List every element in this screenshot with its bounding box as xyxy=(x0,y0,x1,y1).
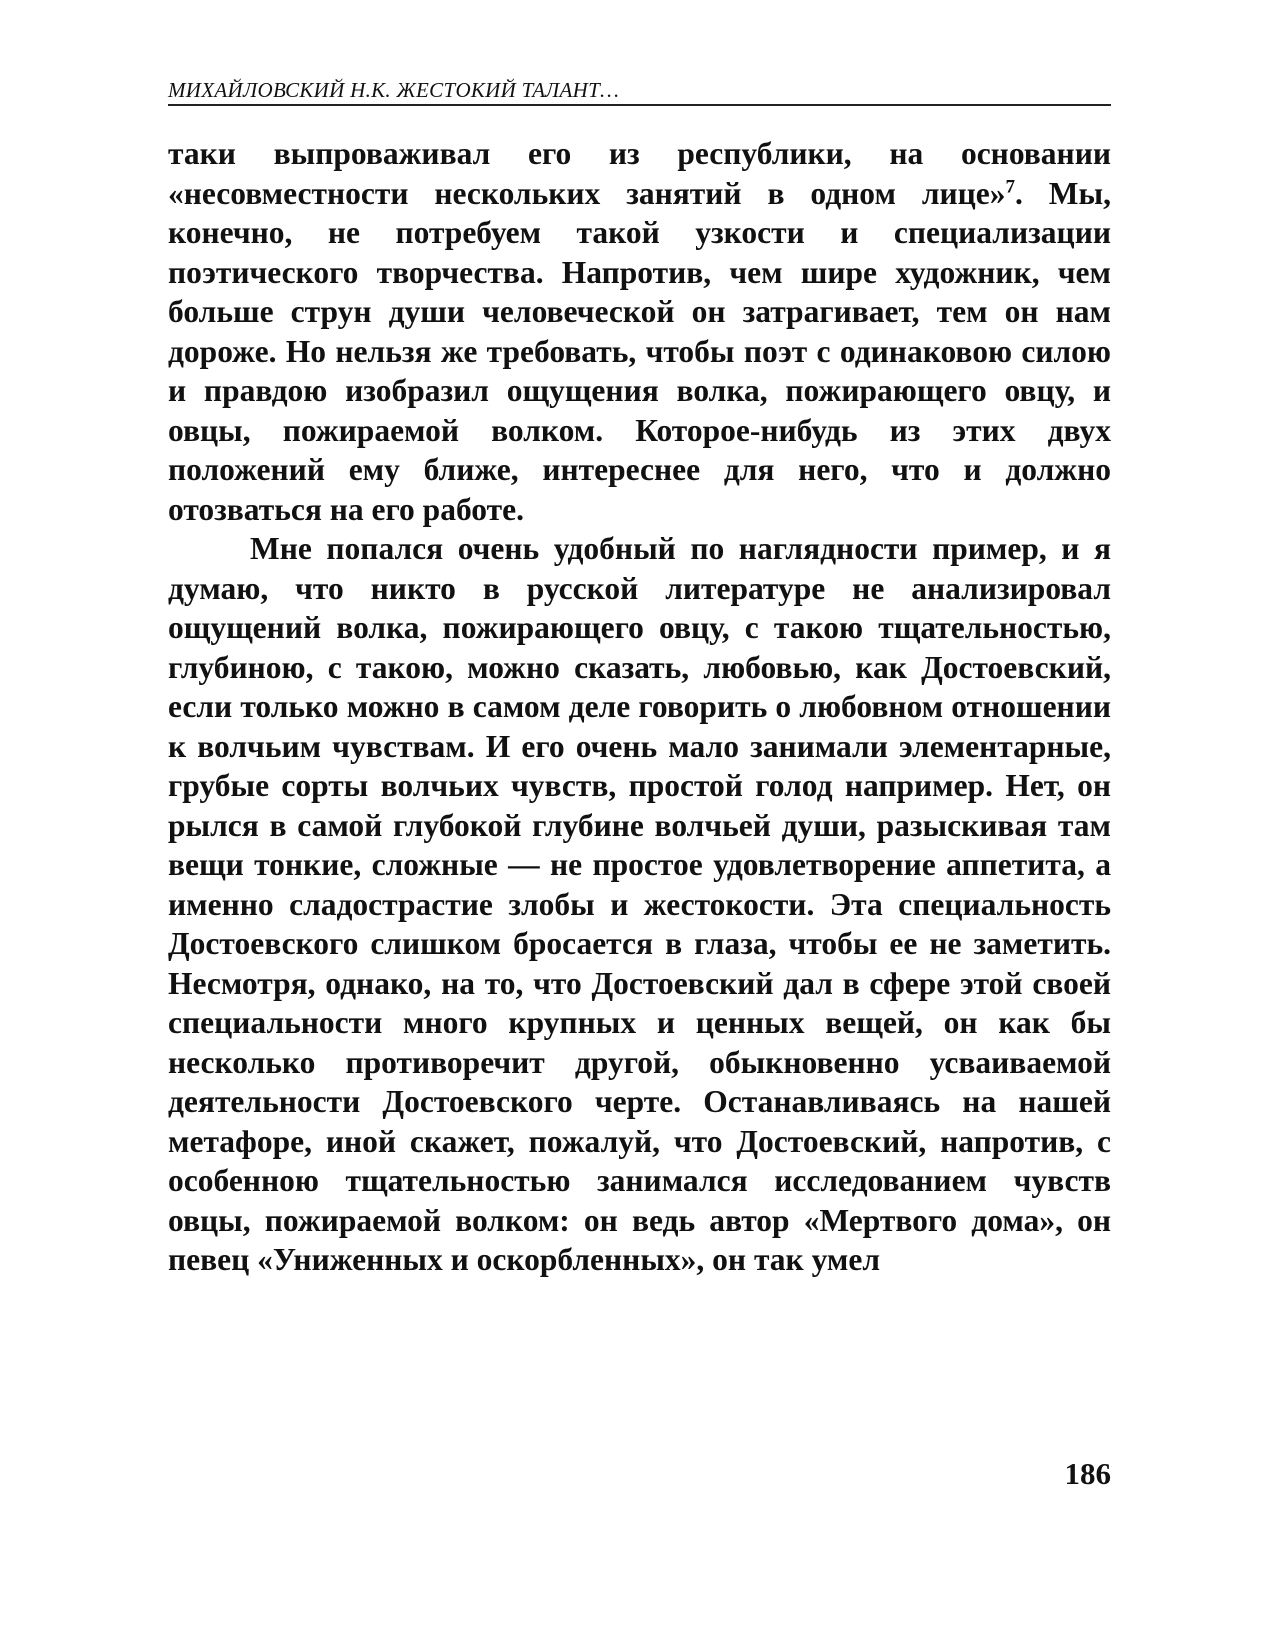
body-text xyxy=(168,134,1111,1280)
running-header: МИХАЙЛОВСКИЙ Н.К. ЖЕСТОКИЙ ТАЛАНТ… xyxy=(168,78,620,102)
paragraph-1-text-a: таки выпроваживал его из республики, на основании «несовместности нескольких занятий в одном лице» xyxy=(168,136,1111,211)
paragraph-1 xyxy=(168,134,1111,529)
paragraph-1-text-b: . Мы, конечно, не потребуем такой узкости и специализации поэтического творчества. Напротив, чем шире художник, чем больше струн души человеческой он затрагивает, тем он нам дороже. Но нельзя же требовать, чтобы поэт с одинаковою силою и правдою изобразил ощущения волка, пожирающего овцу, и овцы, пожираемой волком. Которое-нибудь из этих двух положений ему ближе, интереснее для него, что и должно отозваться на его работе. xyxy=(168,175,1112,527)
header-rule xyxy=(168,104,1111,106)
paragraph-2: Мне попался очень удобный по наглядности пример, и я думаю, что никто в русской литературе не анализировал ощущений волка, пожирающего овцу, с такою тщательностью, глубиною, с такою, можно сказать, любовью, как Достоевский, если только можно в самом деле говорить о любовном отношении к волчьим чувствам. И его очень мало занимали элементарные, грубые сорты волчьих чувств, простой голод например. Нет, он рылся в самой глубокой глубине волчьей души, разыскивая там вещи тонкие, сложные — не простое удовлетворение аппетита, а именно сладострастие злобы и жестокости. Эта специальность Достоевского слишком бросается в глаза, чтобы ее не заметить. Несмотря, однако, на то, что Достоевский дал в сфере этой своей специальности много крупных и ценных вещей, он как бы несколько противоречит другой, обыкновенно усваиваемой деятельности Достоевского черте. Останавливаясь на нашей метафоре, иной скажет, пожалуй, что Достоевский, напротив, с особенною тщательностью занимался исследованием чувств овцы, пожираемой волком: он ведь автор «Мертвого дома», он певец «Униженных и оскорбленных», он так умел xyxy=(168,531,1111,1277)
page-number: 186 xyxy=(1064,1456,1111,1491)
footnote-reference[interactable]: 7 xyxy=(1005,176,1016,197)
